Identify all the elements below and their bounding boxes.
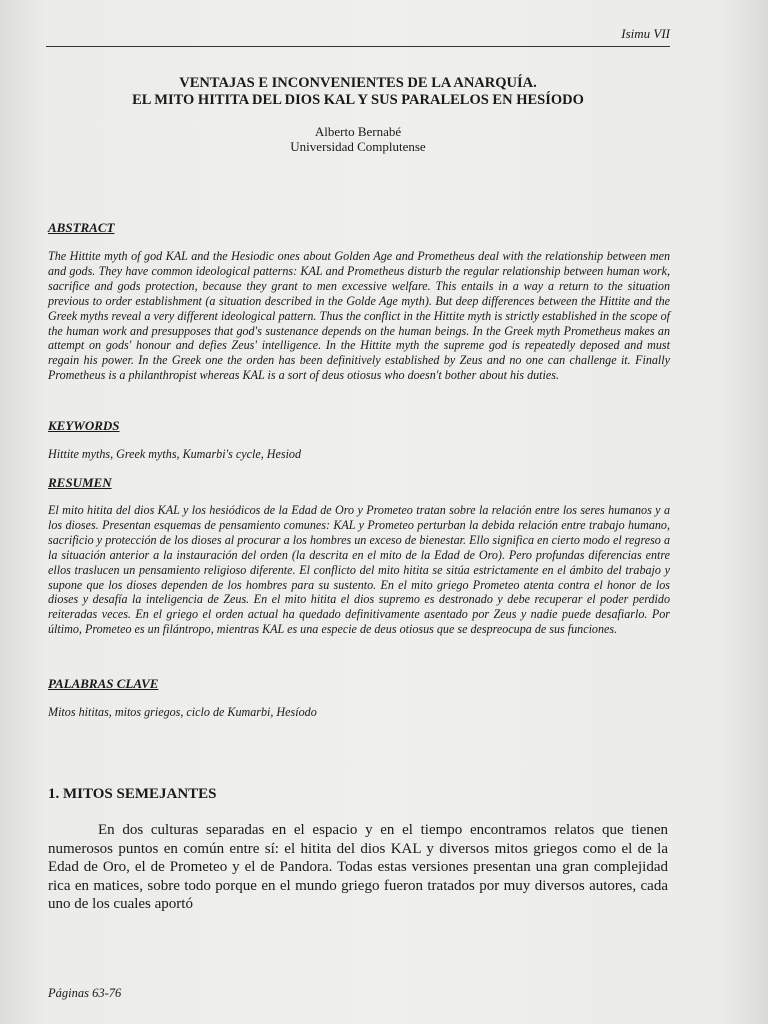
page-range-footer: Páginas 63-76: [48, 986, 122, 1000]
title-line-1: VENTAJAS E INCONVENIENTES DE LA ANARQUÍA.: [179, 75, 537, 91]
running-head: Isimu VII: [46, 26, 670, 47]
resumen-text: El mito hitita del dios KAL y los hesiódicos de la Edad de Oro y Prometeo tratan sobre la relación entre los seres humanos y a los dioses. Presentan esquemas de pensamiento comunes: KAL y Prometeo perturban la debida relación entre trabajo humano, sacrificio y protección de los dioses al procurar a los hombres un exceso de bienestar. Ello significa en cierto modo el regreso a la situación anterior a la instauración del orden (la descrita en el mito de la Edad de Oro). Pero profundas diferencias entre ellos traslucen un pensamiento religioso diferente. El conflicto del mito hitita se sitúa estrictamente en el ámbito del trabajo y supone que los dioses dependen de los hombres para su sustento. En el mito griego Prometeo atenta contra el honor de los dioses y desafía la inteligencia de Zeus. En el mito hitita el dios supremo es destronado y debe recuperar el poder perdido reiteradas veces. En el griego el orden actual ha quedado definitivamente asentado por Zeus y nadie puede desafiarlo. Por último, Prometeo es un filántropo, mientras KAL es una especie de deus otiosus que se despreocupa de sus funciones.: [48, 503, 670, 637]
palabras-clave-heading: PALABRAS CLAVE: [48, 676, 159, 691]
paper-title: [46, 75, 670, 109]
abstract-text: The Hittite myth of god KAL and the Hesiodic ones about Golden Age and Prometheus deal with the relationship between men and gods. They have common ideological patterns: KAL and Prometheus disturb the regular relationship between human work, sacrifice and gods protection, because they grant to men excessive welfare. This entails in a way a return to the situation previous to order establishment (a situation described in the Golde Age myth). But deep differences between the Hittite and the Greek myths reveal a very different ideological pattern. Thus the conflict in the Hittite myth is strictly established in the scope of the human work and presupposes that god's sustenance depends on the human beings. In the Greek myth Prometheus makes an attempt on gods' honour and defies Zeus' intelligence. In the Hittite myth the supreme god is repeatedly deposed and must regain his power. In the Greek one the orden has been definitively established by Zeus and no one can challenge it. Finally Prometheus is a philanthropist whereas KAL is a sort of deus otiosus who doesn't bother about his duties.: [48, 249, 670, 383]
keywords-text: Hittite myths, Greek myths, Kumarbi's cycle, Hesiod: [48, 447, 302, 461]
resumen-heading: RESUMEN: [48, 475, 112, 490]
author-block: [46, 124, 670, 154]
author-name: Alberto Bernabé: [314, 124, 402, 139]
abstract-heading: ABSTRACT: [48, 220, 115, 235]
palabras-clave-text: Mitos hititas, mitos griegos, ciclo de Kumarbi, Hesíodo: [48, 705, 317, 719]
section-1-text: En dos culturas separadas en el espacio y en el tiempo encontramos relatos que tienen numerosos puntos en común entre sí: el hitita del dios KAL y diversos mitos griegos como el de la Edad de Oro, el de Prometeo y el de Pandora. Todas estas versiones presentan una gran complejidad rica en matices, sobre todo porque en el mundo griego fueron tratados por muy diversos autores, cada uno de los cuales aportó: [48, 822, 668, 913]
keywords-heading: KEYWORDS: [48, 418, 120, 433]
section-1-heading: 1. MITOS SEMEJANTES: [48, 786, 217, 802]
author-affiliation: Universidad Complutense: [290, 139, 426, 154]
title-line-2: EL MITO HITITA DEL DIOS KAL Y SUS PARALELOS EN HESÍODO: [132, 92, 584, 108]
